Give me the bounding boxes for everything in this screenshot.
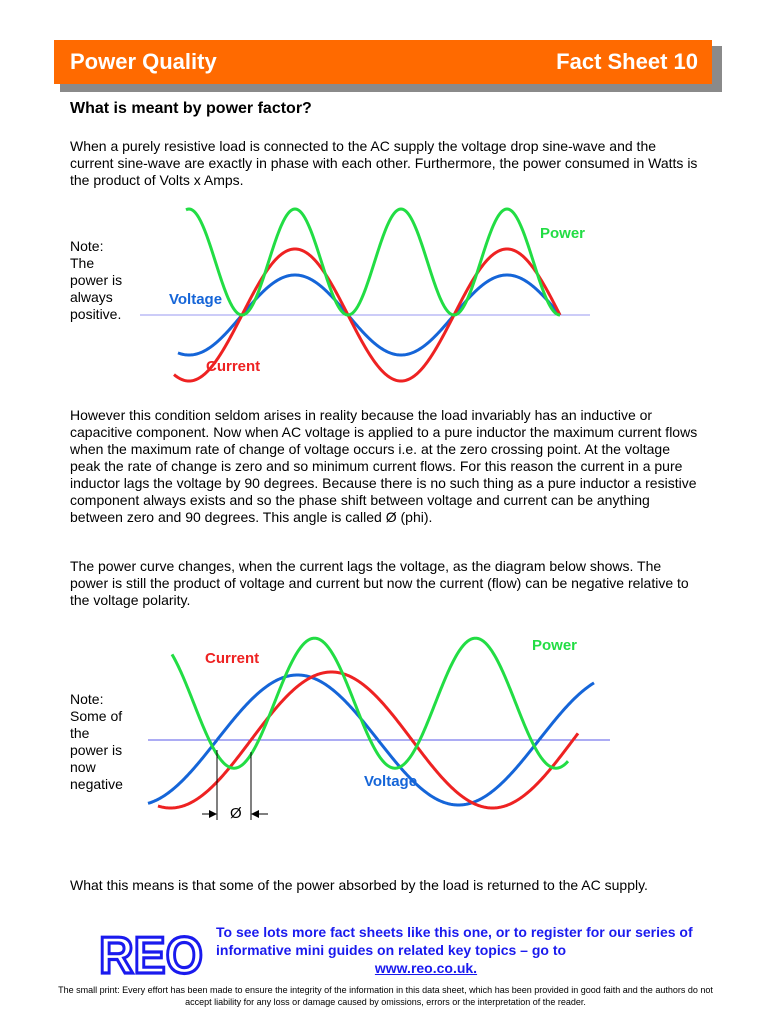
diagram2-current-label: Current [205,650,260,667]
note-line: the [70,725,90,741]
paragraph-inductive: However this condition seldom arises in reality because the load invariably has an inductive or capacitive component. Now when AC voltage is applied to a pure inductor the maximum current flows when the maximum rate of change of voltage occurs i.e. at the zero crossing point. At the voltage peak the rate of change is zero and so minimum current flows. For this reason the current in a pure inductor lags the voltage by 90 degrees. Because there is no such thing as a pure inductor a resistive component always exists and so the phase shift between voltage and current can be anything between zero and 90 degrees. This angle is called Ø (phi). [70,407,698,525]
diagram2-voltage-label: Voltage [364,773,418,790]
note-line: negative [70,776,123,792]
logo-text: REO [99,932,203,978]
website-link[interactable]: www.reo.co.uk. [374,960,478,976]
diagram1-current-label: Current [206,358,261,375]
header-title: Power Quality [70,49,217,74]
phi-label: Ø [230,805,242,822]
note-line: The [70,255,95,271]
diagram1-voltage-label: Voltage [169,291,223,308]
small-print: The small print: Every effort has been made to ensure the integrity of the information in this data sheet, which has been provided in good faith and the authors do not accept liability for any loss or damage caused by omissions, errors or the interpretation of the reader. [58,985,713,1007]
note-line: power is [70,742,123,758]
phi-arrowhead-left [209,810,217,818]
paragraph-power-curve: The power curve changes, when the current lags the voltage, as the diagram below shows. The power is still the product of voltage and current but now the current (flow) can be negative relative to the voltage polarity. [70,558,689,608]
diagram1-power-label: Power [540,225,586,242]
note-line: positive. [70,306,122,322]
note-line: now [70,759,96,775]
note-line: Note: [70,691,104,707]
promo-text [216,923,696,977]
paragraph-intro: When a purely resistive load is connected to the AC supply the voltage drop sine-wave and the current sine-wave are exactly in phase with each other. Furthermore, the power consumed in Watts is the product of Volts x Amps. [70,138,698,188]
diagram2-power-label: Power [532,637,578,654]
note-line: power is [70,272,123,288]
note-line: Some of [70,708,123,724]
promo-message: To see lots more fact sheets like this one, or to register for our series of informative mini guides on related key topics – go to [216,924,693,958]
phi-arrowhead-right [251,810,259,818]
header-sheet-number: Fact Sheet 10 [556,49,698,74]
section-heading: What is meant by power factor? [70,100,312,117]
paragraph-conclusion: What this means is that some of the power absorbed by the load is returned to the AC supply. [70,877,648,893]
note-line: always [70,289,113,305]
note-line: Note: [70,238,104,254]
